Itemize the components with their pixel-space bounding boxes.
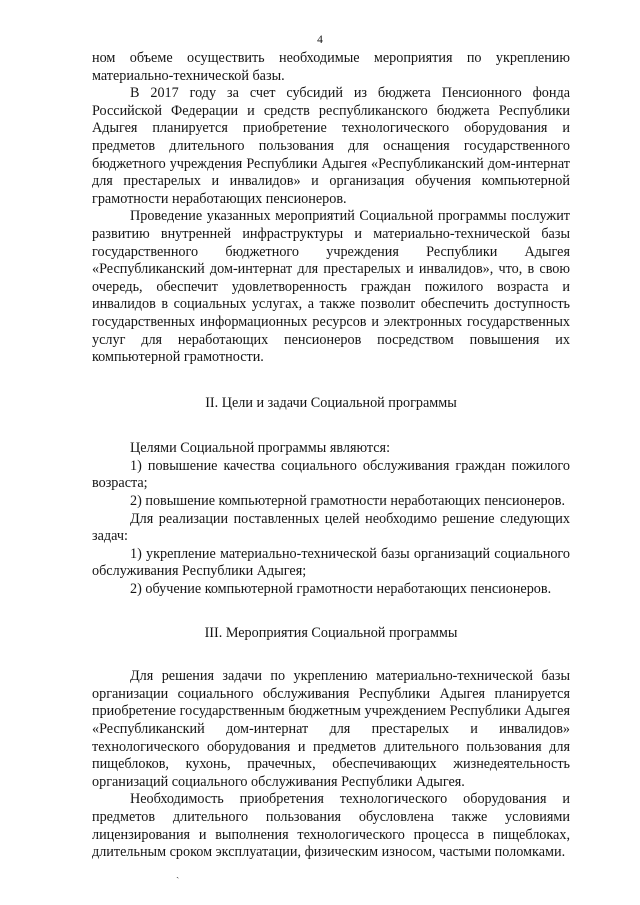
paragraph-continuation: ном объеме осуществить необходимые мероприятия по укреплению материально-технической базы. (92, 50, 570, 84)
list-item-task-2: 2) обучение компьютерной грамотности неработающих пенсионеров. (130, 581, 552, 598)
list-item-goal-1: 1) повышение качества социального обслуживания граждан пожилого возраста; (92, 457, 570, 492)
section-heading-goals: II. Цели и задачи Социальной программы (205, 394, 457, 411)
paragraph-tasks-intro: Для реализации поставленных целей необходимо решение следующих задач: (92, 510, 570, 545)
scan-artifact-mark: ˎ (176, 868, 180, 879)
list-item-task-1: 1) укрепление материально-технической базы организаций социального обслуживания Республики Адыгея; (92, 545, 570, 580)
paragraph-goals-intro: Целями Социальной программы являются: (130, 440, 391, 457)
list-item-goal-2: 2) повышение компьютерной грамотности неработающих пенсионеров. (130, 493, 565, 510)
page-number: 4 (317, 34, 323, 46)
document-body (92, 50, 570, 862)
paragraph-necessity: Необходимость приобретения технологического оборудования и предметов длительного пользования обусловлена также условиями лицензирования и выполнения технологического процесса в пищеблоках, длительным сроком эксплуатации, физическим износом, частыми поломками. (92, 791, 570, 861)
paragraph-2017-funding: В 2017 году за счет субсидий из бюджета Пенсионного фонда Российской Федерации и средств республиканского бюджета Республики Адыгея планируется приобретение технологического оборудования и предметов длительного пользования для оснащения государственного бюджетного учреждения Республики Адыгея «Республиканский дом-интернат для престарелых и инвалидов» и организация обучения компьютерной грамотности неработающих пенсионеров. (92, 85, 570, 207)
section-heading-measures: III. Мероприятия Социальной программы (204, 624, 458, 641)
paragraph-measures: Для решения задачи по укреплению материально-технической базы организации социального обслуживания Республики Адыгея планируется приобретение государственным бюджетным учреждением Республики Адыгея «Республиканский дом-интернат для престарелых и инвалидов» технологического оборудования и предметов длительного пользования для пищеблоков, кухонь, прачечных, обеспечивающих жизнедеятельность организаций социального обслуживания Республики Адыгея. (92, 668, 570, 790)
paragraph-program-effects: Проведение указанных мероприятий Социальной программы послужит развитию внутренней инфраструктуры и материально-технической базы государственного бюджетного учреждения Республики Адыгея «Республиканский дом-интернат для престарелых и инвалидов», что, в свою очередь, обеспечит удовлетворенность граждан пожилого возраста и инвалидов в социальных услугах, а также позволит обеспечить доступность государственных информационных ресурсов и электронных государственных услуг для неработающих пенсионеров посредством повышения их компьютерной грамотности. (92, 208, 570, 366)
